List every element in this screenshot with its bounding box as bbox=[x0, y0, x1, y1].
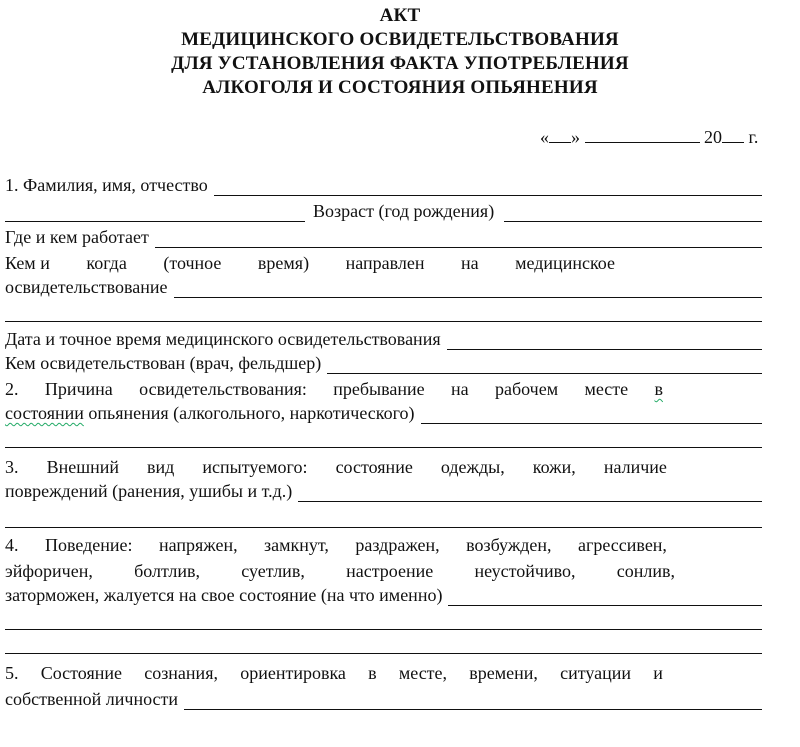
behavior-word: раздражен, bbox=[355, 535, 440, 555]
consciousness-word: в bbox=[368, 663, 377, 683]
behavior-word: настроение bbox=[346, 561, 434, 581]
exam-datetime-field[interactable] bbox=[447, 333, 762, 350]
open-quote: « bbox=[540, 127, 549, 147]
consciousness-row-2 bbox=[5, 688, 762, 710]
behavior-word: сонлив, bbox=[616, 561, 675, 581]
behavior-word: эйфоричен, bbox=[5, 561, 93, 581]
referred-row-2 bbox=[5, 276, 762, 298]
reason-word: на bbox=[451, 379, 469, 399]
work-field[interactable] bbox=[155, 231, 762, 248]
day-field[interactable] bbox=[549, 126, 571, 143]
referred-label-end: освидетельствование bbox=[5, 277, 168, 297]
behavior-row-2 bbox=[5, 560, 675, 582]
fio-field[interactable] bbox=[214, 179, 762, 196]
behavior-row bbox=[5, 534, 667, 556]
referred-field[interactable] bbox=[174, 281, 762, 298]
behavior-word: замкнут, bbox=[264, 535, 329, 555]
doc-title-line-4: АЛКОГОЛЯ И СОСТОЯНИЯ ОПЬЯНЕНИЯ bbox=[202, 77, 598, 98]
appearance-row bbox=[5, 456, 667, 478]
behavior-label-end: заторможен, жалуется на свое состояние (на что именно) bbox=[5, 585, 443, 605]
appearance-label-end: повреждений (ранения, ушибы и т.д.) bbox=[5, 481, 293, 501]
age-label: Возраст (год рождения) bbox=[313, 201, 495, 221]
doc-title-line-3: ДЛЯ УСТАНОВЛЕНИЯ ФАКТА УПОТРЕБЛЕНИЯ bbox=[171, 53, 629, 74]
reason-word: рабочем bbox=[494, 379, 559, 399]
close-quote: » bbox=[571, 127, 580, 147]
behavior-row-3 bbox=[5, 584, 762, 606]
referred-word: (точное bbox=[163, 253, 222, 273]
exam-datetime-label: Дата и точное время медицинского освидетельствования bbox=[5, 329, 441, 349]
behavior-word: напряжен, bbox=[158, 535, 238, 555]
doc-title: АКТ bbox=[379, 5, 421, 26]
consciousness-label-end: собственной личности bbox=[5, 689, 179, 709]
appearance-word: 3. bbox=[5, 457, 19, 477]
doc-title-line-2: МЕДИЦИНСКОГО ОСВИДЕТЕЛЬСТВОВАНИЯ bbox=[181, 29, 619, 50]
appearance-field[interactable] bbox=[298, 485, 762, 502]
appearance-row-2 bbox=[5, 480, 762, 502]
consciousness-word: времени, bbox=[469, 663, 538, 683]
consciousness-word: сознания, bbox=[144, 663, 218, 683]
reason-blank-line[interactable] bbox=[5, 446, 762, 448]
referred-word: Кем и bbox=[5, 253, 50, 273]
behavior-blank-line-1[interactable] bbox=[5, 628, 762, 630]
fio-row bbox=[5, 174, 762, 196]
examiner-label: Кем освидетельствован (врач, фельдшер) bbox=[5, 353, 322, 373]
examiner-field[interactable] bbox=[327, 357, 762, 374]
consciousness-word: ситуации bbox=[560, 663, 632, 683]
year-prefix: 20 bbox=[704, 127, 722, 147]
reason-label-end: опьянения (алкогольного, наркотического) bbox=[83, 403, 415, 423]
referred-word: направлен bbox=[345, 253, 425, 273]
fio-label: 1. Фамилия, имя, отчество bbox=[5, 175, 208, 195]
behavior-word: агрессивен, bbox=[578, 535, 667, 555]
behavior-word: 4. bbox=[5, 535, 19, 555]
behavior-word: возбужден, bbox=[466, 535, 552, 555]
reason-word: месте bbox=[584, 379, 629, 399]
date-row bbox=[540, 126, 790, 148]
appearance-word: Внешний bbox=[46, 457, 119, 477]
behavior-field[interactable] bbox=[448, 589, 762, 606]
age-field[interactable] bbox=[504, 205, 762, 222]
reason-word: Причина bbox=[44, 379, 113, 399]
exam-datetime-row bbox=[5, 328, 762, 350]
appearance-blank-line[interactable] bbox=[5, 526, 762, 528]
consciousness-word: Состояние bbox=[40, 663, 122, 683]
examiner-row bbox=[5, 352, 762, 374]
reason-label-word: состоянии bbox=[5, 403, 84, 423]
behavior-word: суетлив, bbox=[241, 561, 305, 581]
year-field[interactable] bbox=[722, 126, 744, 143]
reason-row-2 bbox=[5, 402, 762, 424]
year-suffix: г. bbox=[748, 127, 759, 147]
reason-word: 2. bbox=[5, 379, 19, 399]
behavior-word: неустойчиво, bbox=[474, 561, 576, 581]
referred-word: медицинское bbox=[515, 253, 615, 273]
referred-word: время) bbox=[257, 253, 310, 273]
behavior-word: болтлив, bbox=[134, 561, 201, 581]
referred-word: на bbox=[460, 253, 479, 273]
reason-word: пребывание bbox=[333, 379, 425, 399]
behavior-word: Поведение: bbox=[44, 535, 133, 555]
consciousness-word: месте, bbox=[398, 663, 448, 683]
consciousness-row bbox=[5, 662, 663, 684]
work-row bbox=[5, 226, 762, 248]
reason-word: в bbox=[654, 379, 663, 399]
appearance-word: наличие bbox=[603, 457, 667, 477]
reason-row bbox=[5, 378, 663, 400]
appearance-word: вид bbox=[147, 457, 175, 477]
referred-row bbox=[5, 252, 615, 274]
month-field[interactable] bbox=[585, 126, 700, 143]
appearance-word: одежды, bbox=[440, 457, 505, 477]
reason-word: освидетельствования: bbox=[139, 379, 307, 399]
referred-blank-line[interactable] bbox=[5, 320, 762, 322]
consciousness-field[interactable] bbox=[184, 693, 762, 710]
appearance-word: состояние bbox=[335, 457, 413, 477]
consciousness-word: и bbox=[653, 663, 663, 683]
fio-field-continued[interactable] bbox=[5, 205, 305, 222]
reason-field[interactable] bbox=[421, 407, 762, 424]
referred-word: когда bbox=[86, 253, 127, 273]
appearance-word: кожи, bbox=[532, 457, 576, 477]
work-label: Где и кем работает bbox=[5, 227, 149, 247]
consciousness-word: ориентировка bbox=[240, 663, 346, 683]
consciousness-word: 5. bbox=[5, 663, 19, 683]
age-row bbox=[5, 200, 762, 222]
behavior-blank-line-2[interactable] bbox=[5, 652, 762, 654]
appearance-word: испытуемого: bbox=[202, 457, 308, 477]
